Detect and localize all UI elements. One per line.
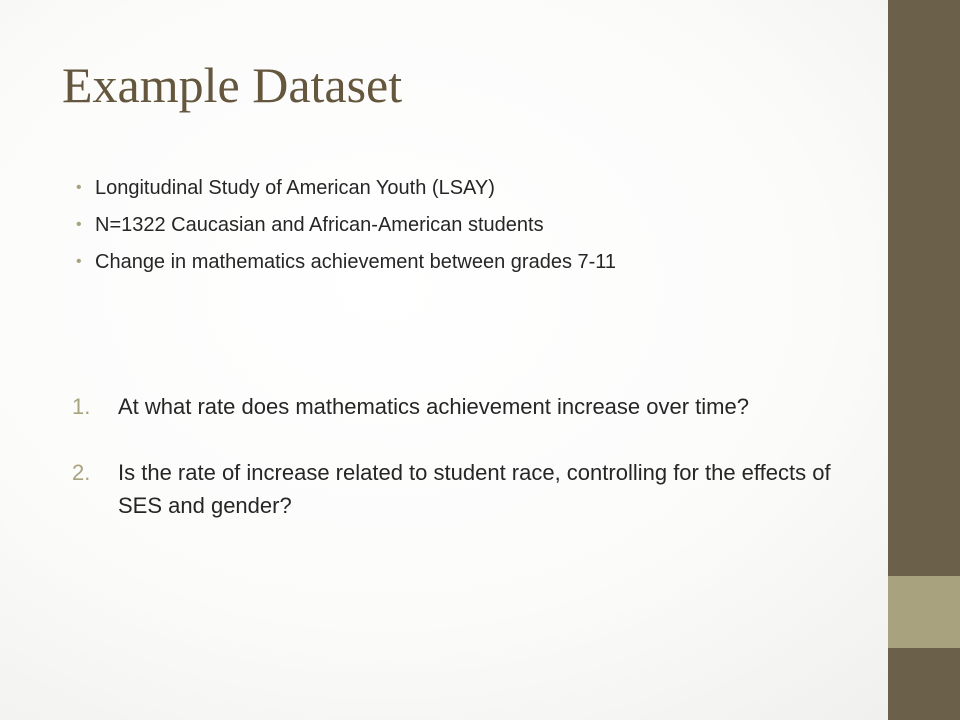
question-item bbox=[72, 390, 853, 423]
bullet-dot-icon: • bbox=[76, 216, 82, 233]
question-list bbox=[72, 390, 853, 522]
question-text: Is the rate of increase related to student race, controlling for the effects of SES and gender? bbox=[118, 460, 831, 518]
bullet-list bbox=[76, 176, 865, 287]
bullet-dot-icon: • bbox=[76, 179, 82, 196]
bullet-text: Change in mathematics achievement between grades 7-11 bbox=[95, 251, 617, 273]
question-number: 2. bbox=[72, 460, 91, 485]
question-text: At what rate does mathematics achievement increase over time? bbox=[118, 394, 749, 419]
bullet-text: N=1322 Caucasian and African-American students bbox=[95, 214, 544, 236]
sidebar-stripe-top bbox=[888, 0, 960, 576]
bullet-dot-icon: • bbox=[76, 253, 82, 270]
slide-title: Example Dataset bbox=[62, 57, 403, 113]
sidebar-stripe-middle bbox=[888, 576, 960, 648]
bullet-item bbox=[76, 176, 865, 200]
bullet-text: Longitudinal Study of American Youth (LSAY) bbox=[95, 177, 495, 199]
question-number: 1. bbox=[72, 394, 91, 419]
question-item bbox=[72, 456, 853, 522]
bullet-item bbox=[76, 213, 865, 237]
bullet-item bbox=[76, 250, 865, 274]
sidebar-stripe-bottom bbox=[888, 648, 960, 720]
